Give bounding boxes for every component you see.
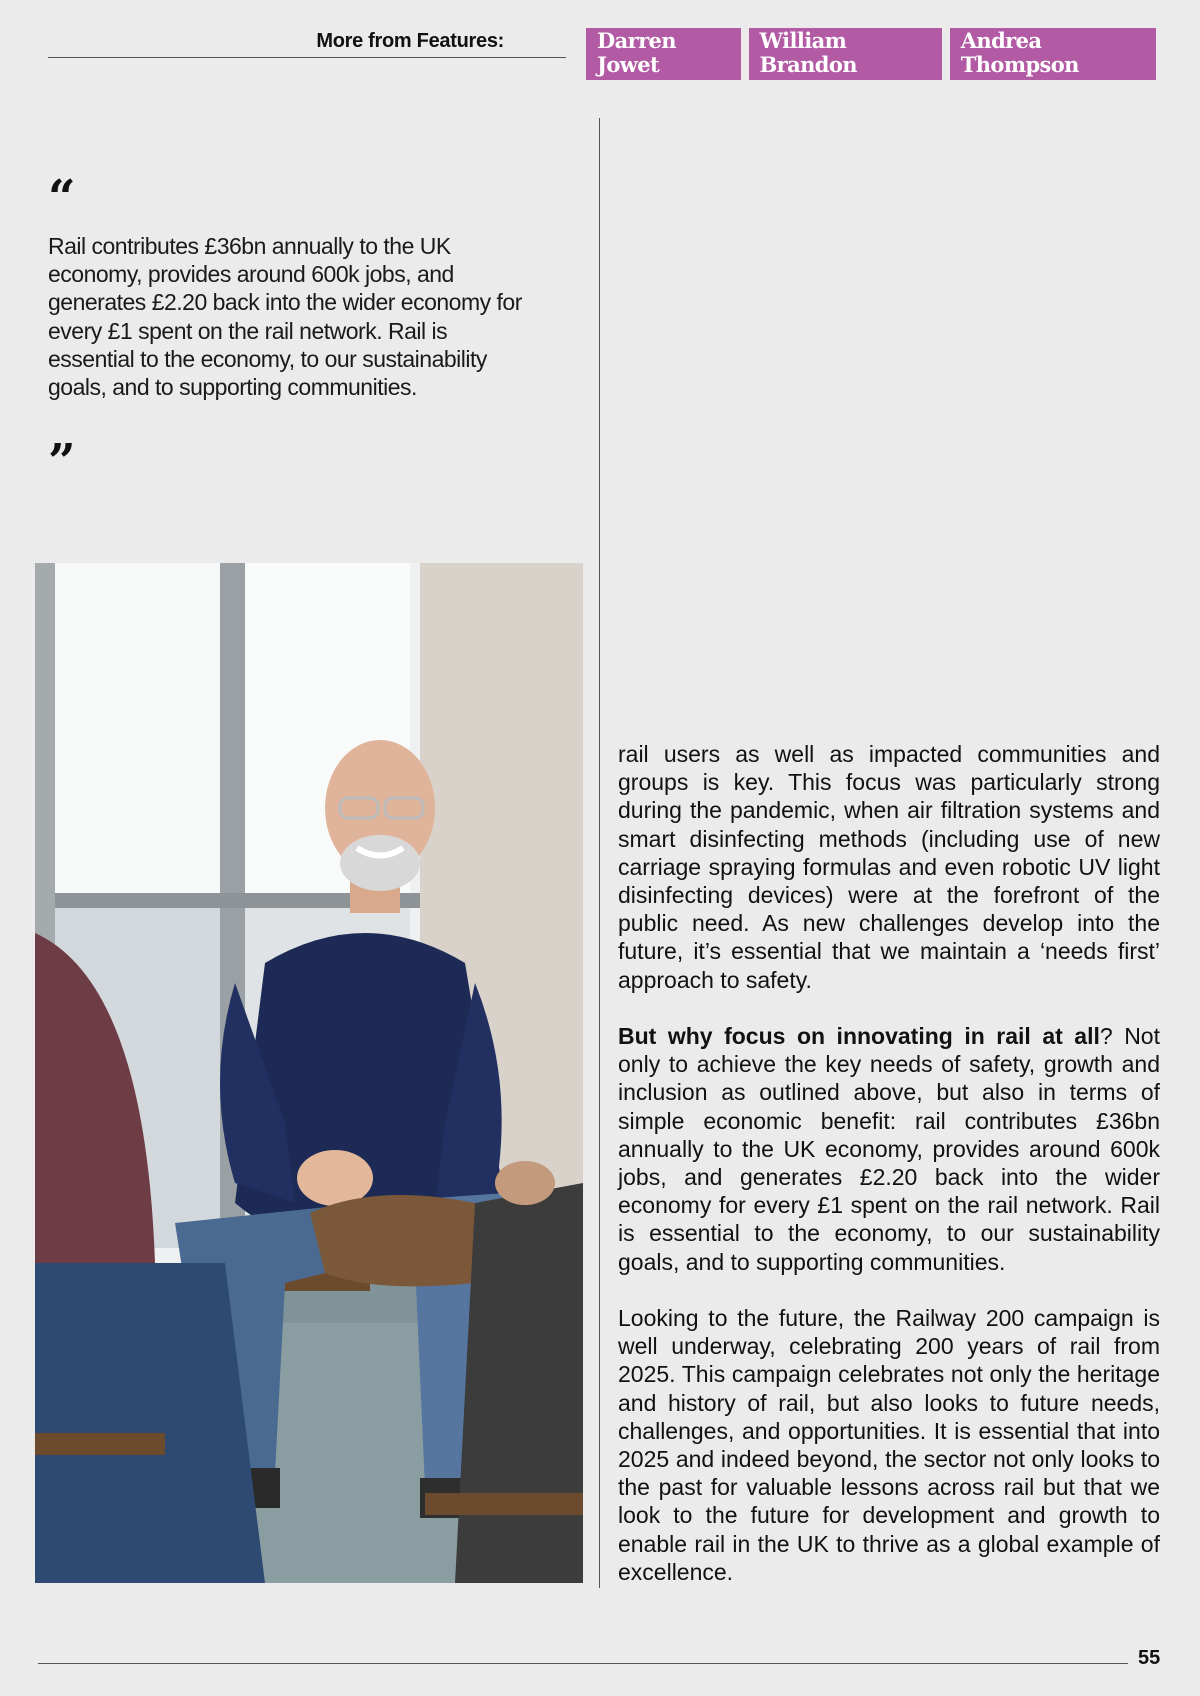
body-paragraph-1: rail users as well as impacted communities and groups is key. This focus was particularly strong during the pandemic, when air filtration systems and smart disinfecting methods (including use of new carriage spraying formulas and even robotic UV light disinfecting devices) were at the forefront of the public need. As new challenges develop into the future, it’s essential that we maintain a ‘needs first’ approach to safety. (618, 741, 1160, 993)
more-from-features-label: More from Features: (316, 30, 504, 52)
author-tag-william-brandon[interactable]: William Brandon (749, 28, 942, 80)
article-body (618, 740, 1160, 1614)
author-tag-andrea-thompson[interactable]: Andrea Thompson (950, 28, 1156, 80)
body-paragraph-2-rest: ? Not only to achieve the key needs of safety, growth and inclusion as outlined above, but also in terms of simple economic benefit: rail contributes £36bn annually to the UK economy, provides around 600k jobs, and generates £2.20 back into the wider economy for every £1 spent on the rail network. Rail is essential to the economy, to our sustainability goals, and to supporting communities. (618, 1023, 1160, 1275)
column-divider (599, 118, 600, 1588)
article-photo (35, 563, 583, 1583)
body-paragraph-3: Looking to the future, the Railway 200 campaign is well underway, celebrating 200 years of rail from 2025. This campaign celebrates not only the heritage and history of rail, but also looks to future needs, challenges, and opportunities. It is essential that into 2025 and indeed beyond, the sector not only looks to the past for valuable lessons across rail but that we look to the future for development and growth to enable rail in the UK to thrive as a global example of excellence. (618, 1305, 1160, 1585)
body-paragraph-2 (618, 1022, 1160, 1276)
page-number: 55 (1138, 1647, 1161, 1669)
author-tags (586, 28, 1156, 80)
header-rule (48, 57, 566, 58)
close-quote-mark: ” (48, 434, 76, 490)
features-header (48, 28, 1156, 77)
author-tag-darren-jowet[interactable]: Darren Jowet (586, 28, 741, 80)
open-quote-mark: “ (48, 170, 76, 226)
footer-rule (38, 1663, 1128, 1664)
pull-quote: Rail contributes £36bn annually to the UK economy, provides around 600k jobs, and generates £2.20 back into the wider economy for every £1 spent on the rail network. Rail is essential to the economy, to our sustainability goals, and to supporting communities. (48, 233, 522, 401)
body-paragraph-2-lead: But why focus on innovating in rail at all (618, 1023, 1100, 1050)
